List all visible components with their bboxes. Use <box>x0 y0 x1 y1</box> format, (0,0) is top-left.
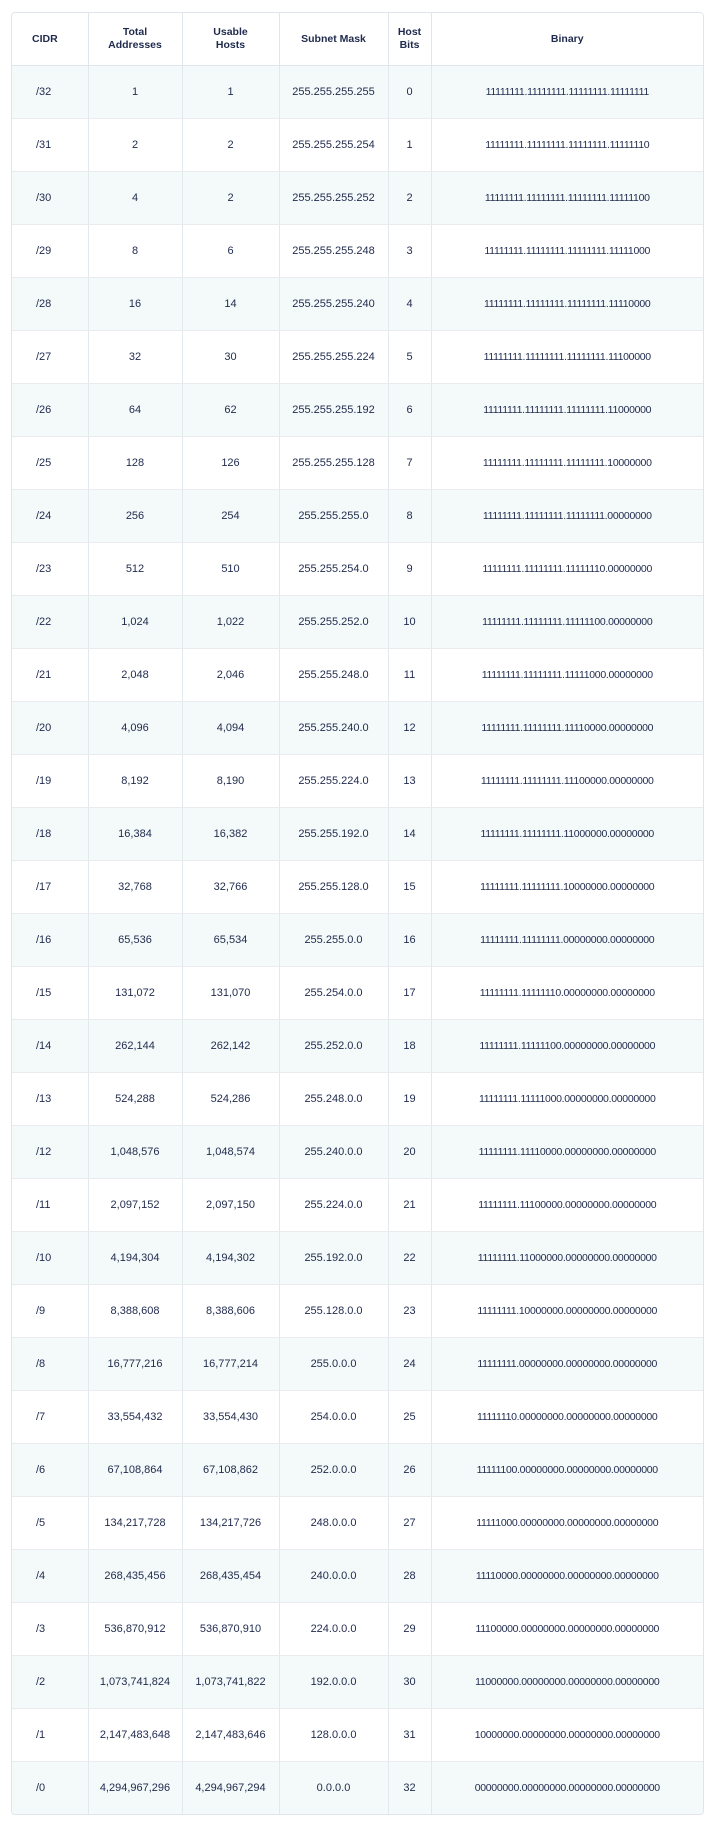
cell-subnet-mask: 255.255.255.240 <box>279 278 388 331</box>
cell-cidr: /13 <box>12 1073 88 1126</box>
cell-subnet-mask: 255.255.255.192 <box>279 384 388 437</box>
cell-cidr: /26 <box>12 384 88 437</box>
table-row <box>12 543 703 596</box>
cell-subnet-mask: 128.0.0.0 <box>279 1709 388 1762</box>
cell-binary: 11111110.00000000.00000000.00000000 <box>431 1391 703 1444</box>
table-row <box>12 1762 703 1815</box>
cell-subnet-mask: 255.128.0.0 <box>279 1285 388 1338</box>
cell-usable-hosts: 524,286 <box>182 1073 279 1126</box>
table-row <box>12 861 703 914</box>
cell-subnet-mask: 255.255.255.248 <box>279 225 388 278</box>
cell-usable-hosts: 32,766 <box>182 861 279 914</box>
cell-host-bits: 9 <box>388 543 431 596</box>
cell-subnet-mask: 255.255.255.224 <box>279 331 388 384</box>
cell-cidr: /11 <box>12 1179 88 1232</box>
cell-cidr: /17 <box>12 861 88 914</box>
cell-total-addresses: 16,384 <box>88 808 182 861</box>
cell-host-bits: 22 <box>388 1232 431 1285</box>
cell-cidr: /2 <box>12 1656 88 1709</box>
table-row <box>12 1550 703 1603</box>
cell-binary: 11111111.11000000.00000000.00000000 <box>431 1232 703 1285</box>
table-row <box>12 1020 703 1073</box>
table-row <box>12 1179 703 1232</box>
cell-host-bits: 21 <box>388 1179 431 1232</box>
cell-total-addresses: 32,768 <box>88 861 182 914</box>
cell-usable-hosts: 2,147,483,646 <box>182 1709 279 1762</box>
cell-subnet-mask: 255.254.0.0 <box>279 967 388 1020</box>
cell-total-addresses: 2,147,483,648 <box>88 1709 182 1762</box>
cell-cidr: /16 <box>12 914 88 967</box>
cell-cidr: /14 <box>12 1020 88 1073</box>
cell-usable-hosts: 2 <box>182 172 279 225</box>
cell-cidr: /3 <box>12 1603 88 1656</box>
table-row <box>12 119 703 172</box>
table-row <box>12 1709 703 1762</box>
cell-usable-hosts: 262,142 <box>182 1020 279 1073</box>
cell-total-addresses: 2,048 <box>88 649 182 702</box>
cell-host-bits: 26 <box>388 1444 431 1497</box>
header-host-bits: Host Bits <box>388 13 431 66</box>
cell-host-bits: 13 <box>388 755 431 808</box>
cell-total-addresses: 2 <box>88 119 182 172</box>
cell-cidr: /5 <box>12 1497 88 1550</box>
table-row <box>12 755 703 808</box>
cell-usable-hosts: 126 <box>182 437 279 490</box>
cell-host-bits: 1 <box>388 119 431 172</box>
cell-binary: 11111111.11111111.11111111.11100000 <box>431 331 703 384</box>
table-row <box>12 914 703 967</box>
cell-cidr: /18 <box>12 808 88 861</box>
cell-binary: 11111111.11111111.11111111.11111000 <box>431 225 703 278</box>
table-row <box>12 384 703 437</box>
cell-subnet-mask: 255.255.0.0 <box>279 914 388 967</box>
cell-host-bits: 12 <box>388 702 431 755</box>
cell-host-bits: 14 <box>388 808 431 861</box>
cell-host-bits: 20 <box>388 1126 431 1179</box>
table-row <box>12 702 703 755</box>
cell-cidr: /32 <box>12 66 88 119</box>
cell-host-bits: 11 <box>388 649 431 702</box>
header-binary: Binary <box>431 13 703 66</box>
cell-total-addresses: 262,144 <box>88 1020 182 1073</box>
cell-cidr: /9 <box>12 1285 88 1338</box>
cell-binary: 11100000.00000000.00000000.00000000 <box>431 1603 703 1656</box>
cell-cidr: /21 <box>12 649 88 702</box>
cell-binary: 11111111.11111111.11111111.11000000 <box>431 384 703 437</box>
cell-binary: 11111111.11111111.11100000.00000000 <box>431 755 703 808</box>
cell-binary: 11111111.11111111.11111111.10000000 <box>431 437 703 490</box>
cell-subnet-mask: 255.255.255.128 <box>279 437 388 490</box>
cell-total-addresses: 256 <box>88 490 182 543</box>
cell-usable-hosts: 6 <box>182 225 279 278</box>
cell-subnet-mask: 255.224.0.0 <box>279 1179 388 1232</box>
cell-usable-hosts: 536,870,910 <box>182 1603 279 1656</box>
cell-host-bits: 31 <box>388 1709 431 1762</box>
cell-cidr: /28 <box>12 278 88 331</box>
cell-subnet-mask: 255.255.240.0 <box>279 702 388 755</box>
cell-cidr: /24 <box>12 490 88 543</box>
cell-host-bits: 0 <box>388 66 431 119</box>
cell-binary: 11111111.11111111.11111111.11111111 <box>431 66 703 119</box>
table-row <box>12 1338 703 1391</box>
cell-subnet-mask: 255.255.255.0 <box>279 490 388 543</box>
cell-total-addresses: 512 <box>88 543 182 596</box>
cell-total-addresses: 268,435,456 <box>88 1550 182 1603</box>
cell-cidr: /0 <box>12 1762 88 1815</box>
cell-host-bits: 5 <box>388 331 431 384</box>
cell-binary: 11111111.11100000.00000000.00000000 <box>431 1179 703 1232</box>
cell-binary: 11111111.11111111.11000000.00000000 <box>431 808 703 861</box>
cell-total-addresses: 32 <box>88 331 182 384</box>
cell-usable-hosts: 1,022 <box>182 596 279 649</box>
cell-cidr: /10 <box>12 1232 88 1285</box>
cell-usable-hosts: 131,070 <box>182 967 279 1020</box>
cell-total-addresses: 128 <box>88 437 182 490</box>
header-cidr: CIDR <box>12 13 88 66</box>
cell-usable-hosts: 1,073,741,822 <box>182 1656 279 1709</box>
cell-binary: 11111111.11111100.00000000.00000000 <box>431 1020 703 1073</box>
cell-total-addresses: 1 <box>88 66 182 119</box>
table-header-row <box>12 13 703 66</box>
cell-total-addresses: 134,217,728 <box>88 1497 182 1550</box>
cell-subnet-mask: 255.255.224.0 <box>279 755 388 808</box>
cell-binary: 11111111.11111110.00000000.00000000 <box>431 967 703 1020</box>
cell-binary: 11111111.11111000.00000000.00000000 <box>431 1073 703 1126</box>
cell-subnet-mask: 248.0.0.0 <box>279 1497 388 1550</box>
table-row <box>12 278 703 331</box>
cell-binary: 11111111.11111111.11110000.00000000 <box>431 702 703 755</box>
cell-usable-hosts: 2,046 <box>182 649 279 702</box>
cell-binary: 11111000.00000000.00000000.00000000 <box>431 1497 703 1550</box>
cell-cidr: /25 <box>12 437 88 490</box>
cell-binary: 11111100.00000000.00000000.00000000 <box>431 1444 703 1497</box>
cell-host-bits: 17 <box>388 967 431 1020</box>
cell-total-addresses: 2,097,152 <box>88 1179 182 1232</box>
cell-host-bits: 19 <box>388 1073 431 1126</box>
cell-usable-hosts: 134,217,726 <box>182 1497 279 1550</box>
table-row <box>12 967 703 1020</box>
cell-usable-hosts: 8,190 <box>182 755 279 808</box>
cell-host-bits: 6 <box>388 384 431 437</box>
table-row <box>12 1126 703 1179</box>
cell-subnet-mask: 255.255.192.0 <box>279 808 388 861</box>
cell-subnet-mask: 255.192.0.0 <box>279 1232 388 1285</box>
cidr-table <box>12 13 703 1814</box>
cell-usable-hosts: 67,108,862 <box>182 1444 279 1497</box>
cell-subnet-mask: 255.255.255.254 <box>279 119 388 172</box>
cell-subnet-mask: 254.0.0.0 <box>279 1391 388 1444</box>
cell-host-bits: 24 <box>388 1338 431 1391</box>
cell-binary: 11111111.11111111.11111100.00000000 <box>431 596 703 649</box>
cell-usable-hosts: 4,294,967,294 <box>182 1762 279 1815</box>
cell-host-bits: 2 <box>388 172 431 225</box>
cell-total-addresses: 65,536 <box>88 914 182 967</box>
table-row <box>12 1232 703 1285</box>
cell-cidr: /15 <box>12 967 88 1020</box>
cell-binary: 00000000.00000000.00000000.00000000 <box>431 1762 703 1815</box>
cell-cidr: /19 <box>12 755 88 808</box>
table-row <box>12 1656 703 1709</box>
table-row <box>12 1497 703 1550</box>
cell-binary: 11111111.11111111.11111110.00000000 <box>431 543 703 596</box>
table-row <box>12 331 703 384</box>
table-row <box>12 1603 703 1656</box>
cell-host-bits: 29 <box>388 1603 431 1656</box>
cell-subnet-mask: 252.0.0.0 <box>279 1444 388 1497</box>
cell-total-addresses: 16 <box>88 278 182 331</box>
cell-binary: 10000000.00000000.00000000.00000000 <box>431 1709 703 1762</box>
cell-subnet-mask: 240.0.0.0 <box>279 1550 388 1603</box>
cell-binary: 11111111.11111111.11111000.00000000 <box>431 649 703 702</box>
cell-cidr: /31 <box>12 119 88 172</box>
cell-host-bits: 23 <box>388 1285 431 1338</box>
cell-usable-hosts: 2 <box>182 119 279 172</box>
cell-binary: 11111111.11110000.00000000.00000000 <box>431 1126 703 1179</box>
table-row <box>12 1391 703 1444</box>
cell-host-bits: 4 <box>388 278 431 331</box>
cell-host-bits: 7 <box>388 437 431 490</box>
header-total-addresses: Total Addresses <box>88 13 182 66</box>
cell-host-bits: 27 <box>388 1497 431 1550</box>
cell-total-addresses: 8,388,608 <box>88 1285 182 1338</box>
cell-total-addresses: 1,048,576 <box>88 1126 182 1179</box>
cidr-table-container <box>11 12 704 1815</box>
cell-binary: 11111111.11111111.11111111.00000000 <box>431 490 703 543</box>
cell-usable-hosts: 14 <box>182 278 279 331</box>
cell-cidr: /8 <box>12 1338 88 1391</box>
cell-host-bits: 32 <box>388 1762 431 1815</box>
cell-host-bits: 8 <box>388 490 431 543</box>
cell-total-addresses: 67,108,864 <box>88 1444 182 1497</box>
cell-cidr: /12 <box>12 1126 88 1179</box>
cell-cidr: /29 <box>12 225 88 278</box>
table-row <box>12 437 703 490</box>
table-body <box>12 66 703 1815</box>
cell-usable-hosts: 4,194,302 <box>182 1232 279 1285</box>
table-row <box>12 172 703 225</box>
header-usable-hosts: Usable Hosts <box>182 13 279 66</box>
header-subnet-mask: Subnet Mask <box>279 13 388 66</box>
cell-cidr: /4 <box>12 1550 88 1603</box>
cell-usable-hosts: 30 <box>182 331 279 384</box>
cell-usable-hosts: 2,097,150 <box>182 1179 279 1232</box>
cell-usable-hosts: 1,048,574 <box>182 1126 279 1179</box>
cell-host-bits: 25 <box>388 1391 431 1444</box>
cell-total-addresses: 524,288 <box>88 1073 182 1126</box>
cell-host-bits: 3 <box>388 225 431 278</box>
cell-host-bits: 16 <box>388 914 431 967</box>
cell-subnet-mask: 255.255.255.255 <box>279 66 388 119</box>
cell-cidr: /6 <box>12 1444 88 1497</box>
cell-total-addresses: 536,870,912 <box>88 1603 182 1656</box>
cell-cidr: /27 <box>12 331 88 384</box>
cell-subnet-mask: 255.252.0.0 <box>279 1020 388 1073</box>
table-row <box>12 808 703 861</box>
table-row <box>12 1073 703 1126</box>
cell-usable-hosts: 16,382 <box>182 808 279 861</box>
cell-cidr: /23 <box>12 543 88 596</box>
cell-total-addresses: 4,194,304 <box>88 1232 182 1285</box>
cell-total-addresses: 8 <box>88 225 182 278</box>
cell-total-addresses: 16,777,216 <box>88 1338 182 1391</box>
cell-host-bits: 15 <box>388 861 431 914</box>
cell-total-addresses: 64 <box>88 384 182 437</box>
cell-usable-hosts: 62 <box>182 384 279 437</box>
cell-usable-hosts: 1 <box>182 66 279 119</box>
table-row <box>12 649 703 702</box>
cell-subnet-mask: 255.255.248.0 <box>279 649 388 702</box>
cell-total-addresses: 4,096 <box>88 702 182 755</box>
cell-usable-hosts: 254 <box>182 490 279 543</box>
cell-subnet-mask: 255.240.0.0 <box>279 1126 388 1179</box>
cell-cidr: /1 <box>12 1709 88 1762</box>
cell-subnet-mask: 255.248.0.0 <box>279 1073 388 1126</box>
cell-total-addresses: 131,072 <box>88 967 182 1020</box>
cell-total-addresses: 1,024 <box>88 596 182 649</box>
table-row <box>12 596 703 649</box>
cell-host-bits: 28 <box>388 1550 431 1603</box>
cell-subnet-mask: 255.255.255.252 <box>279 172 388 225</box>
cell-usable-hosts: 65,534 <box>182 914 279 967</box>
cell-host-bits: 30 <box>388 1656 431 1709</box>
cell-subnet-mask: 192.0.0.0 <box>279 1656 388 1709</box>
cell-binary: 11110000.00000000.00000000.00000000 <box>431 1550 703 1603</box>
cell-usable-hosts: 16,777,214 <box>182 1338 279 1391</box>
cell-subnet-mask: 255.255.128.0 <box>279 861 388 914</box>
cell-cidr: /30 <box>12 172 88 225</box>
cell-usable-hosts: 268,435,454 <box>182 1550 279 1603</box>
cell-subnet-mask: 0.0.0.0 <box>279 1762 388 1815</box>
cell-subnet-mask: 224.0.0.0 <box>279 1603 388 1656</box>
cell-usable-hosts: 33,554,430 <box>182 1391 279 1444</box>
cell-binary: 11111111.00000000.00000000.00000000 <box>431 1338 703 1391</box>
cell-subnet-mask: 255.0.0.0 <box>279 1338 388 1391</box>
cell-usable-hosts: 510 <box>182 543 279 596</box>
cell-total-addresses: 4,294,967,296 <box>88 1762 182 1815</box>
table-row <box>12 225 703 278</box>
cell-total-addresses: 33,554,432 <box>88 1391 182 1444</box>
cell-host-bits: 10 <box>388 596 431 649</box>
cell-total-addresses: 1,073,741,824 <box>88 1656 182 1709</box>
cell-binary: 11000000.00000000.00000000.00000000 <box>431 1656 703 1709</box>
table-row <box>12 490 703 543</box>
cell-usable-hosts: 4,094 <box>182 702 279 755</box>
cell-binary: 11111111.11111111.10000000.00000000 <box>431 861 703 914</box>
cell-total-addresses: 4 <box>88 172 182 225</box>
cell-binary: 11111111.11111111.00000000.00000000 <box>431 914 703 967</box>
cell-cidr: /7 <box>12 1391 88 1444</box>
cell-binary: 11111111.11111111.11111111.11111100 <box>431 172 703 225</box>
table-row <box>12 1444 703 1497</box>
cell-binary: 11111111.11111111.11111111.11110000 <box>431 278 703 331</box>
cell-usable-hosts: 8,388,606 <box>182 1285 279 1338</box>
cell-binary: 11111111.10000000.00000000.00000000 <box>431 1285 703 1338</box>
cell-cidr: /20 <box>12 702 88 755</box>
cell-subnet-mask: 255.255.252.0 <box>279 596 388 649</box>
cell-binary: 11111111.11111111.11111111.11111110 <box>431 119 703 172</box>
cell-subnet-mask: 255.255.254.0 <box>279 543 388 596</box>
cell-host-bits: 18 <box>388 1020 431 1073</box>
table-row <box>12 66 703 119</box>
table-row <box>12 1285 703 1338</box>
cell-cidr: /22 <box>12 596 88 649</box>
cell-total-addresses: 8,192 <box>88 755 182 808</box>
